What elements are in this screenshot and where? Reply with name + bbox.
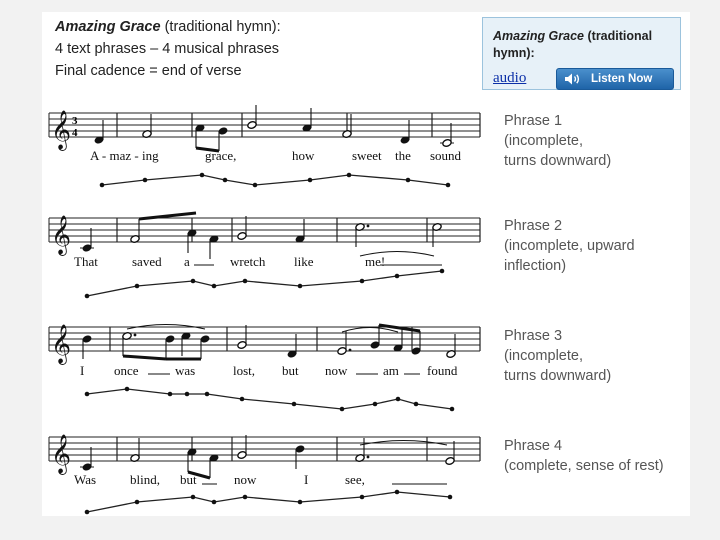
contour-point [243,495,248,500]
contour-point [85,392,90,397]
contour-point [191,495,196,500]
contour-point [360,495,365,500]
phrase-4-label [504,436,664,476]
melodic-contour-line [87,492,450,512]
contour-point [396,397,401,402]
contour-point [135,500,140,505]
contour-point [298,500,303,505]
contour-point [212,500,217,505]
lyric-syllable: I [80,363,85,378]
staff-system [49,434,480,514]
contour-point [240,397,245,402]
phrase-label-line: (incomplete, upward [504,238,635,254]
intro-line-phrases: 4 text phrases – 4 musical phrases [55,41,280,57]
contour-point [395,274,400,279]
contour-point [406,178,411,183]
lyric-syllable: see, [345,472,365,487]
augmentation-dot [349,349,352,352]
contour-point [373,402,378,407]
lyric-syllable: wretch [230,254,266,269]
slur [342,328,398,333]
intro-line-cadence: Final cadence = end of verse [55,63,242,79]
treble-clef-icon: 𝄞 [51,434,72,474]
lyric-syllable: a [184,254,190,269]
lyric-syllable: am [383,363,399,378]
lyric-syllable: grace, [205,148,237,163]
contour-point [360,279,365,284]
contour-point [395,490,400,495]
treble-clef-icon: 𝄞 [51,215,72,255]
staff-system [49,105,480,187]
phrase-label-line: (incomplete, [504,348,583,364]
contour-point [440,269,445,274]
contour-point [212,284,217,289]
lyric-syllable: now [234,472,257,487]
time-signature-denominator: 4 [72,127,78,139]
lyric-syllable: found [427,363,458,378]
lyric-syllable: lost, [233,363,256,378]
contour-point [168,392,173,397]
contour-point [340,407,345,412]
lyric-syllable: was [175,363,196,378]
melodic-contour-line [87,271,442,296]
phrase-3-label [504,326,611,386]
contour-point [253,183,258,188]
contour-point [205,392,210,397]
lyric-syllable: now [325,363,348,378]
contour-point [223,178,228,183]
lyric-syllable: blind, [130,472,160,487]
contour-point [135,284,140,289]
phrase-label-line: (incomplete, [504,133,583,149]
phrase-label-title: Phrase 2 [504,218,563,234]
lyric-syllable: but [180,472,197,487]
audio-link[interactable]: audio [493,70,527,86]
augmentation-dot [134,334,137,337]
time-signature-numerator: 3 [72,115,78,127]
contour-point [298,284,303,289]
audio-panel-title: Amazing Grace (traditional hymn): [493,29,653,60]
lyric-syllable: A - maz - ing [90,148,159,163]
contour-point [450,407,455,412]
treble-clef-icon: 𝄞 [51,324,72,364]
lyric-syllable: That [74,254,98,269]
contour-point [448,495,453,500]
contour-point [85,510,90,515]
phrase-label-line: (complete, sense of rest) [504,458,664,474]
contour-point [292,402,297,407]
lyric-syllable: saved [132,254,162,269]
phrase-label-line: inflection) [504,258,567,274]
melodic-contour-line [102,175,448,185]
slide [42,12,690,516]
contour-point [191,279,196,284]
contour-point [125,387,130,392]
note-beam [123,356,166,359]
lyric-syllable: once [114,363,139,378]
lyric-syllable: Was [74,472,97,487]
lyric-syllable: me! [365,254,386,269]
contour-point [85,294,90,299]
listen-now-label: Listen Now [591,73,653,85]
augmentation-dot [367,456,370,459]
lyric-syllable: the [395,148,411,163]
lyric-syllable: but [282,363,299,378]
phrase-1-label [504,111,611,171]
lyric-syllable: sound [430,148,462,163]
lyric-syllable: how [292,148,315,163]
contour-point [100,183,105,188]
treble-clef-icon: 𝄞 [51,110,72,150]
contour-point [143,178,148,183]
contour-point [446,183,451,188]
phrase-label-title: Phrase 3 [504,328,563,344]
contour-point [414,402,419,407]
contour-point [200,173,205,178]
contour-point [347,173,352,178]
lyric-syllable: like [294,254,314,269]
phrase-label-line: turns downward) [504,153,612,169]
phrase-label-title: Phrase 4 [504,438,563,454]
phrase-label-title: Phrase 1 [504,113,563,129]
contour-point [185,392,190,397]
augmentation-dot [367,225,370,228]
intro-title: Amazing Grace (traditional hymn): [55,19,281,35]
lyric-syllable: sweet [352,148,382,163]
lyric-syllable: I [304,472,309,487]
phrase-label-line: turns downward) [504,368,612,384]
contour-point [308,178,313,183]
contour-point [243,279,248,284]
phrase-2-label [504,216,635,276]
note-beam [379,325,420,331]
